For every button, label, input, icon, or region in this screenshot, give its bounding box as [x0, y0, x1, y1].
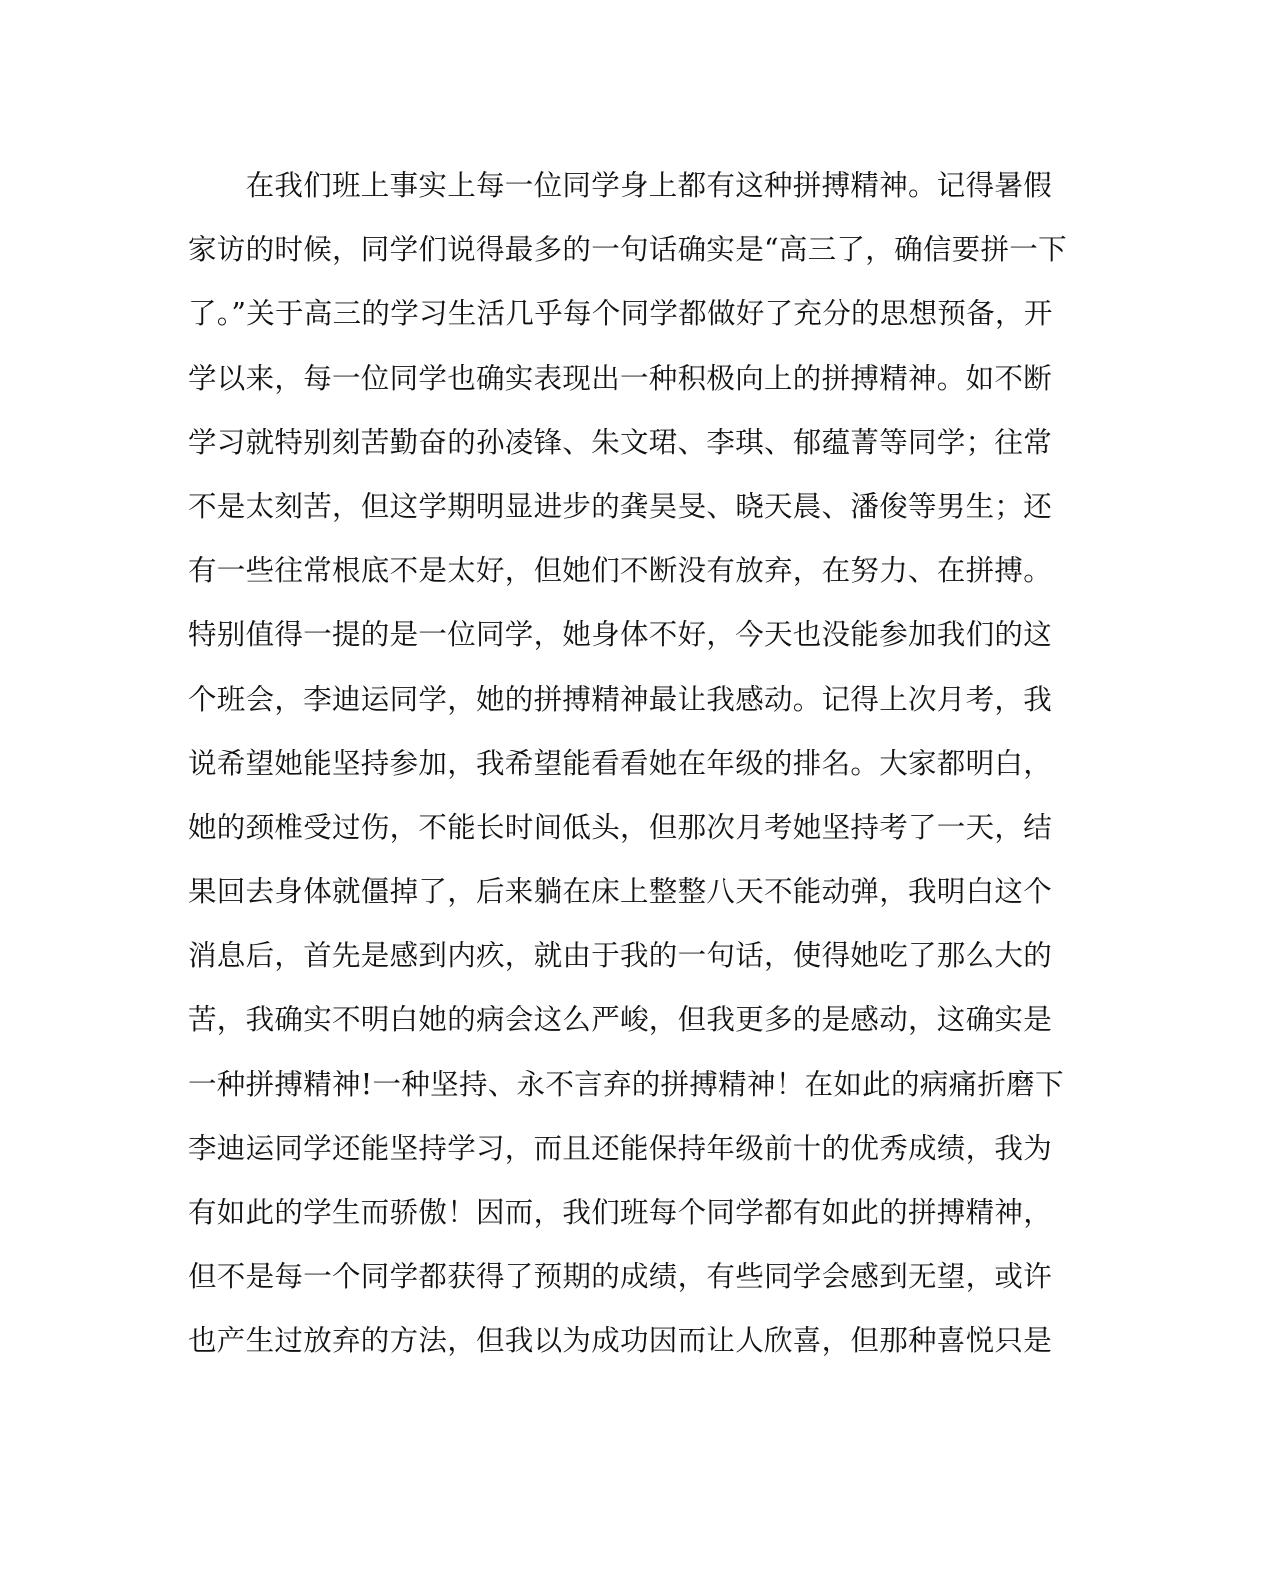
- text-line: 果回去身体就僵掉了，后来躺在床上整整八天不能动弹，我明白这个: [188, 875, 1053, 909]
- text-line: 也产生过放弃的方法，但我以为成功因而让人欣喜，但那种喜悦只是: [188, 1324, 1053, 1358]
- text-line: 家访的时候，同学们说得最多的一句话确实是“高三了，确信要拼一下: [188, 233, 1067, 267]
- text-line: 说希望她能坚持参加，我希望能看看她在年级的排名。大家都明白，: [188, 746, 1053, 780]
- text-line: 了。”关于高三的学习生活几乎每个同学都做好了充分的思想预备，开: [188, 297, 1053, 331]
- text-line: 一种拼搏精神!一种坚持、永不言弃的拼搏精神！在如此的病痛折磨下: [188, 1067, 1064, 1101]
- text-line: 在我们班上事实上每一位同学身上都有这种拼搏精神。记得暑假: [188, 169, 1053, 202]
- text-line: 李迪运同学还能坚持学习，而且还能保持年级前十的优秀成绩，我为: [188, 1131, 1053, 1165]
- text-line: 学以来，每一位同学也确实表现出一种积极向上的拼搏精神。如不断: [188, 361, 1053, 395]
- text-line: 学习就特别刻苦勤奋的孙凌锋、朱文珺、李琪、郁蕴菁等同学；往常: [188, 425, 1053, 459]
- text-line: 她的颈椎受过伤，不能长时间低头，但那次月考她坚持考了一天，结: [188, 810, 1053, 844]
- body-paragraph: [188, 163, 1068, 1383]
- text-line: 但不是每一个同学都获得了预期的成绩，有些同学会感到无望，或许: [188, 1260, 1053, 1294]
- text-line: 苦，我确实不明白她的病会这么严峻，但我更多的是感动，这确实是: [188, 1003, 1053, 1037]
- text-line: 个班会，李迪运同学，她的拼搏精神最让我感动。记得上次月考，我: [188, 682, 1053, 716]
- text-line: 有如此的学生而骄傲！因而，我们班每个同学都有如此的拼搏精神，: [188, 1196, 1053, 1229]
- text-line: 特别值得一提的是一位同学，她身体不好，今天也没能参加我们的这: [188, 618, 1053, 652]
- text-line: 有一些往常根底不是太好，但她们不断没有放弃，在努力、在拼搏。: [188, 554, 1053, 588]
- text-line: 不是太刻苦，但这学期明显进步的龚昊旻、晓天晨、潘俊等男生；还: [188, 489, 1053, 523]
- text-line: 消息后，首先是感到内疚，就由于我的一句话，使得她吃了那么大的: [188, 939, 1053, 973]
